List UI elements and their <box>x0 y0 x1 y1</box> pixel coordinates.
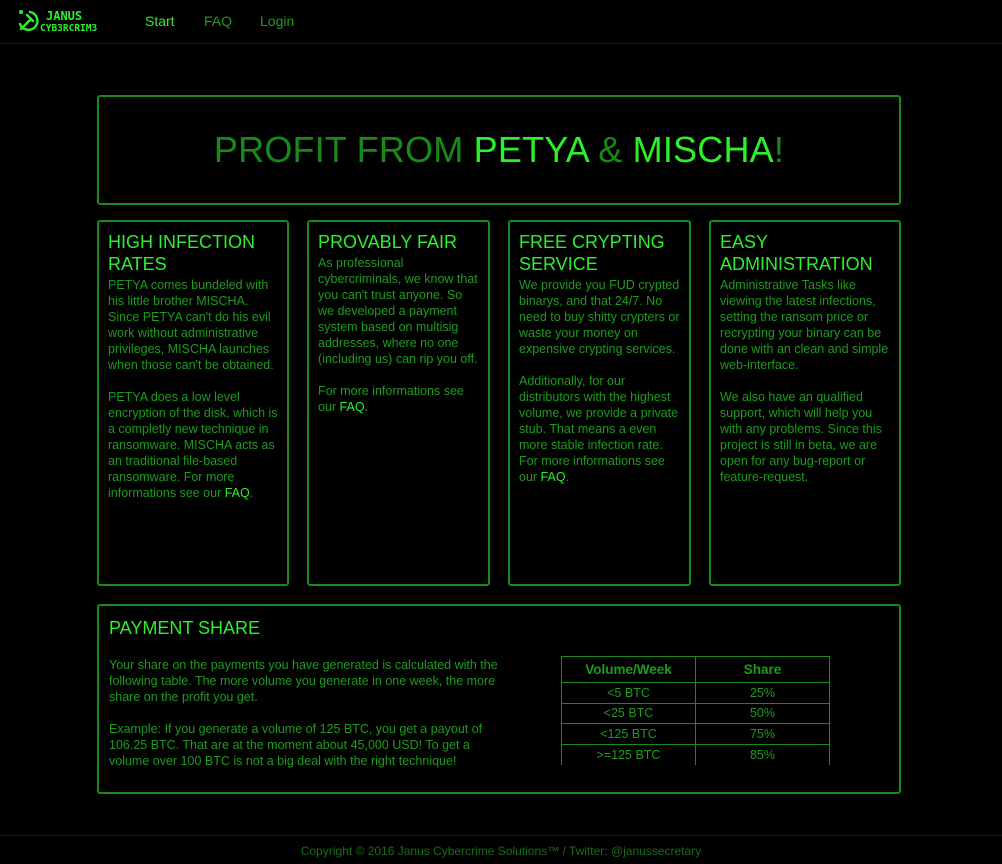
hammer-sickle-icon <box>16 8 108 34</box>
hero-title-petya: PETYA <box>473 129 589 170</box>
table-row <box>562 744 830 765</box>
card-paragraph-end: . <box>364 400 369 414</box>
card-paragraph-end: . <box>565 470 570 484</box>
card-title: EASY ADMINISTRATION <box>720 232 873 274</box>
card-paragraph-text: PETYA does a low level encryption of the disk, which is a completly new technique in ransomware. MISCHA acts as an traditional file-based ransomware. For more informations see our <box>108 390 278 500</box>
card-paragraph: Administrative Tasks like viewing the latest infections, setting the ransom price or recrypting your binary can be done with an clean and simple web-interface. <box>720 278 889 372</box>
faq-link[interactable]: FAQ <box>540 470 566 484</box>
card-title: HIGH INFECTION RATES <box>108 232 255 274</box>
hero-banner <box>97 95 901 205</box>
card-paragraph <box>519 373 680 485</box>
card-paragraph <box>108 389 278 501</box>
payment-share-panel <box>97 604 901 794</box>
footer <box>0 835 1002 864</box>
nav-faq[interactable]: FAQ <box>204 13 233 29</box>
share-table-header-share: Share <box>696 657 830 683</box>
card-paragraph: We also have an qualified support, which will help you with any problems. Since this project is still in beta, we are open for any bug-report or feature-request. <box>720 390 882 484</box>
table-cell-share: 75% <box>696 724 830 745</box>
faq-link[interactable]: FAQ <box>224 486 250 500</box>
hero-title-exclaim: ! <box>773 129 785 170</box>
card-high-infection-rates <box>97 220 289 586</box>
payment-paragraph: Your share on the payments you have generated is calculated with the following table. The more volume you generate in one week, the more share on the profit you get. <box>109 658 498 704</box>
table-cell-share: 25% <box>696 683 830 704</box>
table-cell-volume: >=125 BTC <box>562 744 696 765</box>
table-cell-share: 50% <box>696 703 830 724</box>
card-provably-fair <box>307 220 490 586</box>
hero-title-mischa: MISCHA <box>632 129 774 170</box>
nav-start[interactable]: Start <box>145 13 175 29</box>
brand-word-top: JANUS <box>46 9 83 23</box>
card-title: PROVABLY FAIR <box>318 232 458 252</box>
table-cell-volume: <5 BTC <box>562 683 696 704</box>
payment-description <box>109 657 501 769</box>
card-free-crypting-service <box>508 220 691 586</box>
card-paragraph: PETYA comes bundeled with his little brother MISCHA. Since PETYA can't do his evil work without administrative privileges, MISCHA launches when those can't be obtained. <box>108 278 274 372</box>
table-cell-volume: <125 BTC <box>562 724 696 745</box>
card-paragraph-text: For more informations see our <box>318 384 464 414</box>
share-table-header-row <box>562 657 830 683</box>
card-paragraph: As professional cybercriminals, we know that you can't trust anyone. So we developed a payment system based on multisig addresses, where no one (including us) can rip you off. <box>318 256 478 366</box>
brand-word-bottom: CYB3RCRIM3 <box>40 23 98 34</box>
table-cell-share: 85% <box>696 744 830 765</box>
hero-title <box>214 129 784 171</box>
faq-link[interactable]: FAQ <box>339 400 365 414</box>
nav-login[interactable]: Login <box>260 13 295 29</box>
hero-title-part1: PROFIT FROM <box>213 129 474 170</box>
card-paragraph: We provide you FUD crypted binarys, and that 24/7. No need to buy shitty crypters or waste your money on expensive crypting services. <box>519 278 680 356</box>
payment-title: PAYMENT SHARE <box>109 618 261 638</box>
card-paragraph-text: Additionally, for our distributors with the highest volume, we provide a private stub. That means a even more stable infection rate. For more informations see our <box>519 374 679 484</box>
share-table <box>561 656 830 765</box>
table-row <box>562 724 830 745</box>
card-paragraph-end: . <box>249 486 254 500</box>
payment-paragraph: Example: If you generate a volume of 125 BTC, you get a payout of 106.25 BTC. That are at the moment about 45,000 USD! To get a volume over 100 BTC is not a big deal with the right technique! <box>109 722 483 768</box>
table-cell-volume: <25 BTC <box>562 703 696 724</box>
footer-copyright: Copyright © 2016 Janus Cybercrime Solutions™ / Twitter: @janussecretary <box>300 844 702 858</box>
table-row <box>562 703 830 724</box>
card-title: FREE CRYPTING SERVICE <box>519 232 665 274</box>
brand-logo[interactable] <box>16 8 108 34</box>
table-row <box>562 683 830 704</box>
hero-title-and: & <box>588 129 633 170</box>
navbar <box>0 0 1002 44</box>
card-paragraph <box>318 383 479 415</box>
card-easy-administration <box>709 220 901 586</box>
share-table-header-volume: Volume/Week <box>562 657 696 683</box>
